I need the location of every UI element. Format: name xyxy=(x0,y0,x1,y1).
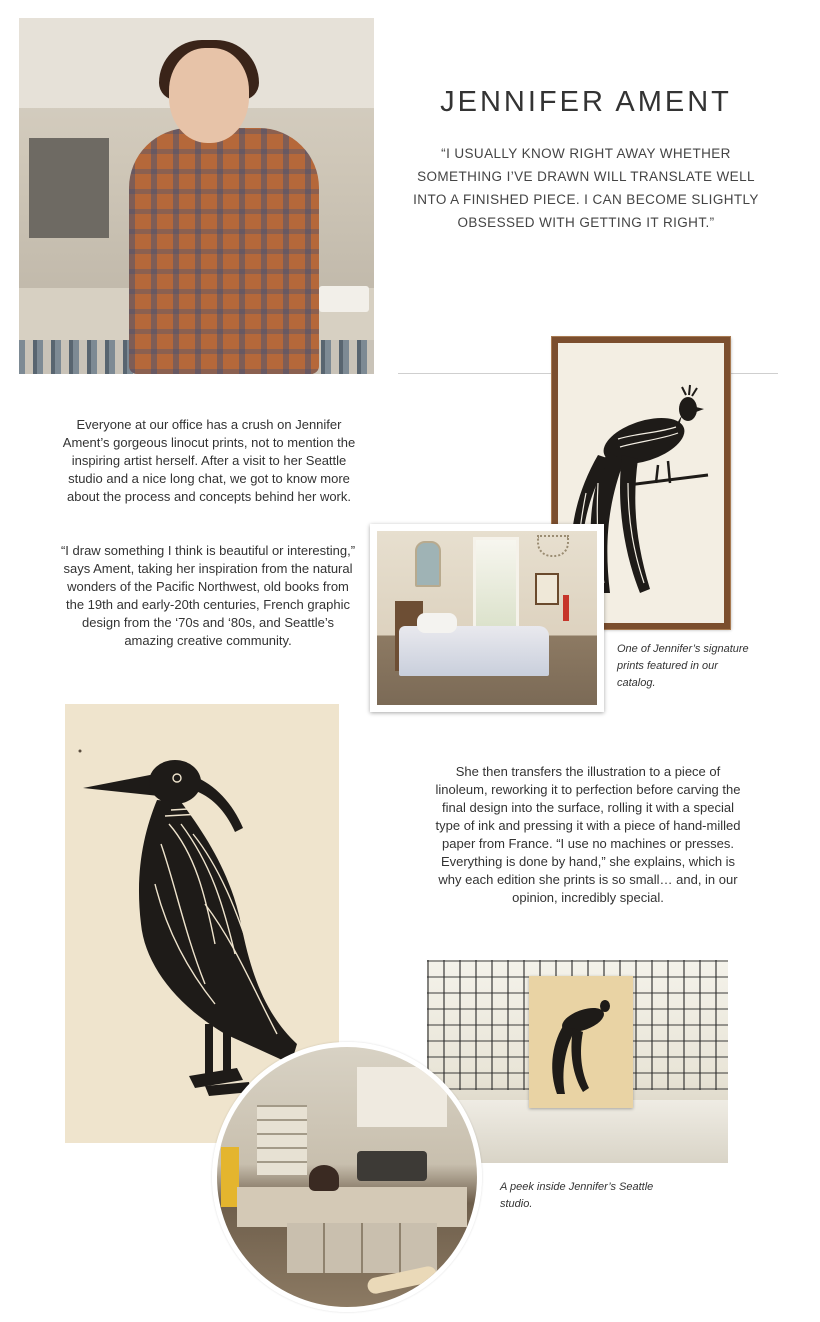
pull-quote: “I USUALLY KNOW RIGHT AWAY WHETHER SOMETHING I’VE DRAWN WILL TRANSLATE WELL INTO A FINISHED PIECE. I CAN BECOME SLIGHTLY OBSESSED WITH GETTING IT RIGHT.” xyxy=(413,146,759,230)
studio-ink-shelf xyxy=(257,1105,307,1175)
bedroom-mirror xyxy=(415,541,441,587)
studio-shelf xyxy=(29,138,109,238)
studio-work-surface xyxy=(357,1151,427,1181)
bed xyxy=(399,626,549,676)
artist-portrait-photo xyxy=(19,18,374,374)
catalog-caption: One of Jennifer’s signature prints featured in our catalog. xyxy=(617,643,749,689)
inspiration-paragraph: “I draw something I think is beautiful or interesting,” says Ament, taking her inspiration from the natural wonders of the Pacific Northwest, old books from the 19th and early-20th centuries, French graphic design from the ‘70s and ‘80s, and Seattle’s amazing creative community. xyxy=(60,543,356,648)
side-lamp xyxy=(563,595,569,621)
artist-face xyxy=(169,48,249,143)
process-paragraph: She then transfers the illustration to a piece of linoleum, reworking it to perfection before carving the final design into the surface, rolling it with a special type of ink and pressing it with a piece of hand-milled paper from France. “I use no machines or presses. Everything is done by hand,” she explains, which is why each edition she prints is so small… and, in our opinion, incredibly special. xyxy=(435,764,741,905)
studio-flat-file-cabinet xyxy=(287,1223,437,1273)
article-title: JENNIFER AMENT xyxy=(440,86,732,118)
bedroom-scene xyxy=(377,531,597,705)
bed-pillow xyxy=(417,613,457,633)
studio-window xyxy=(357,1067,447,1127)
bedroom-chandelier xyxy=(537,535,569,557)
studio-table xyxy=(237,1187,467,1227)
print-scrap xyxy=(319,286,369,312)
artist-at-work xyxy=(309,1165,339,1191)
bedroom-window xyxy=(473,537,519,638)
catalog-bedroom-photo xyxy=(370,524,604,712)
intro-paragraph: Everyone at our office has a crush on Jennifer Ament’s gorgeous linocut prints, not to mention the inspiring artist herself. After a visit to her Seattle studio and a nice long chat, we got to know more about the process and concepts behind her work. xyxy=(62,417,356,504)
studio-interior-circle-photo xyxy=(212,1042,482,1312)
studio-caption: A peek inside Jennifer’s Seattle studio. xyxy=(500,1181,654,1210)
hanging-peacock-illustration xyxy=(529,976,633,1108)
wall-print xyxy=(535,573,559,605)
artist-plaid-shirt xyxy=(129,128,319,374)
hanging-peacock-print xyxy=(529,976,633,1108)
